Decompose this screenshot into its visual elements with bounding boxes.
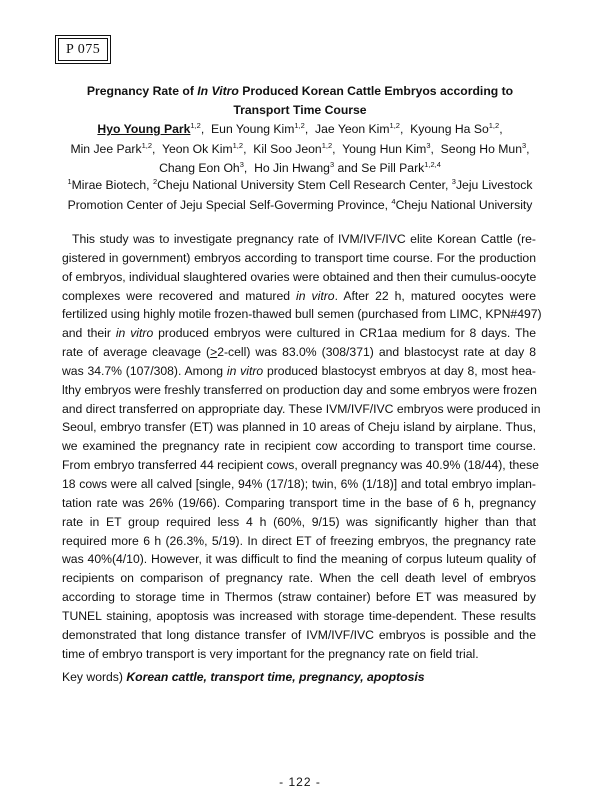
abstract-line: we examined the pregnancy rate in recipient cow according to transport time course. [62,439,536,454]
author-affiliation-sup: 1,2 [488,120,500,130]
author-affiliation-sup: 1,2 [389,120,400,130]
author-name: Young Hun Kim [342,141,427,156]
affiliation-line-2 [40,196,560,216]
keywords-list: Korean cattle, transport time, pregnancy, apoptosis [126,670,425,684]
author-name: Jae Yeon Kim [315,122,390,136]
title-line-1 [60,82,540,101]
abstract-line: recipients on comparison of pregnancy rate. When the cell death level of embryos [62,571,536,586]
abstract-text: . After 22 h, matured oocytes were [334,288,537,303]
abstract-line: rate in ET group required less 4 h (60%, 9/15) was significantly higher than that [62,514,536,529]
affiliation-sup: 3 [451,176,456,186]
abstract-italic-text: in vitro [296,288,335,303]
presenting-author: Hyo Young Park [97,122,191,136]
abstract-text: produced blastocyst embryos at day 8, most hea- [263,363,536,378]
abstract-italic-text: in vitro [115,326,154,341]
author-conjunction: and [337,161,358,175]
title-line-2: Transport Time Course [233,103,367,117]
abstract-line [62,343,536,362]
author-name: Seong Ho Mun [440,141,522,156]
author-list [40,120,560,179]
abstract-line: Seoul, embryo transfer (ET) was planned in 10 areas of Cheju island by airplane. Thus, [62,420,536,435]
author-affiliation-sup: 1,2 [190,120,201,130]
affiliation-text: Promotion Center of Jeju Special Self-Goverming Province, [67,197,392,212]
author-affiliation-sup: 1,2 [232,140,244,150]
abstract-line [62,287,536,306]
title-italic-text: In Vitro [197,84,239,98]
abstract-line: 18 cows were all calved [single, 94% (17/18); twin, 6% (1/18)] and total embryo implan- [62,476,536,491]
author-line-3: Chang Eon Oh$^3$, Ho Jin Hwang$^3$ and Se Pill Park$^{1,2,4}$ [159,159,441,175]
affiliation-sup: 4 [391,196,396,206]
author-affiliation-sup: 3 [329,159,335,169]
abstract-line: lthy embryos were freshly transferred on production day and some embryos were frozen [62,382,537,397]
author-name: Min Jee Park [70,141,142,156]
abstract-line: was 40%(4/10). However, it was difficult to find the meaning of corpus luteum quality of [62,552,536,567]
author-name: Chang Eon Oh [159,161,240,175]
keywords-label: Key words) [62,670,127,684]
abstract-line: tation rate was 26% (19/66). Comparing transport time in the base of 6 h, pregnancy [62,495,536,510]
title-text: Produced Korean Cattle Embryos according to [238,84,514,98]
abstract-line: demonstrated that long distance transfer of IVM/IVF/IVC embryos is possible and the [62,627,536,642]
abstract-text: produced embryos were cultured in CR1aa medium for 8 days. The [153,326,536,341]
affiliation-text: Jeju Livestock [455,178,533,192]
affiliation-text: Cheju National University Stem Cell Research Center, [157,178,452,192]
abstract-line [62,362,536,381]
author-affiliation-sup: 1,2,4 [424,159,441,169]
affiliation-text: Cheju National University [395,197,533,212]
author-affiliation-sup: 1,2 [141,140,152,150]
abstract-line: TUNEL staining, apoptosis was increased with storage time-dependent. These results [62,608,536,623]
abstract-line: fertilized using highly motile frozen-thawed bull semen (purchased from LIMC, KPN#497) [62,307,542,322]
author-name: Ho Jin Hwang [254,161,330,175]
author-name: Eun Young Kim [211,122,295,136]
abstract-text: 2-cell) was 83.0% (308/371) and blastocyst rate at day 8 [217,345,536,360]
abstract-italic-text: in vitro [226,363,264,378]
author-affiliation-sup: 3 [426,140,431,150]
abstract-line [62,324,536,343]
affiliations [40,176,560,215]
abstract-line: according to storage time in Thermos (straw container) before ET was measured by [62,590,536,605]
author-name: Kyoung Ha So [410,122,489,136]
page-number: - 122 - [279,775,321,789]
paper-title [60,82,540,120]
abstract-line: time of embryo transport is very important for the pregnancy rate on field trial. [62,646,479,661]
affiliation-line-1 [40,176,560,196]
abstract-text: and their [62,326,116,341]
greater-equal-sign: > [210,345,218,360]
affiliation-sup: 1 [67,176,72,186]
author-name: Yeon Ok Kim [161,141,233,156]
keywords [62,668,536,687]
abstract-text: complexes were recovered and matured [62,288,297,303]
abstract-line: and direct transferred on appropriate day. These IVM/IVF/IVC embryos were produced in [62,401,541,416]
abstract-line: From embryo transferred 44 recipient cows, overall pregnancy was 40.9% (18/44), these [62,458,539,473]
author-affiliation-sup: 1,2 [321,140,333,150]
author-line-2: Min Jee Park$^{1,2}$, Yeon Ok Kim$^{1,2}$, Kil Soo Jeon$^{1,2}$, Young Hun Kim$^3$, Seong Ho Mun$^3$, [70,140,530,156]
abstract-line: This study was to investigate pregnancy rate of IVM/IVF/IVC elite Korean Cattle (re- [72,232,536,246]
title-text: Pregnancy Rate of [86,84,198,98]
abstract-body [62,230,542,663]
author-affiliation-sup: 3 [521,140,527,150]
abstract-line: required more 6 h (26.3%, 5/19). In direct ET of freezing embryos, the pregnancy rate [62,533,536,548]
affiliation-sup: 2 [152,176,158,186]
author-name: Kil Soo Jeon [253,141,322,156]
abstract-text: rate of average cleavage ( [62,345,211,360]
author-affiliation-sup: 3 [239,159,244,169]
affiliation-text: Mirae Biotech, [71,178,153,192]
author-affiliation-sup: 1,2 [294,120,305,130]
author-line-1: Hyo Young Park$^{1,2}$, Eun Young Kim$^{1,2}$, Jae Yeon Kim$^{1,2}$, Kyoung Ha So$^{1,2}$, [97,120,503,136]
abstract-line: gistered in government) embryos according to transport time course. For the production [62,250,536,265]
abstract-text: was 34.7% (107/308). Among [62,363,227,378]
poster-code-box: P 075 [58,38,108,61]
author-name: Se Pill Park [361,161,425,175]
abstract-line: of embryos, individual slaughtered ovaries were obtained and then their cumulus-oocyte [62,269,537,284]
